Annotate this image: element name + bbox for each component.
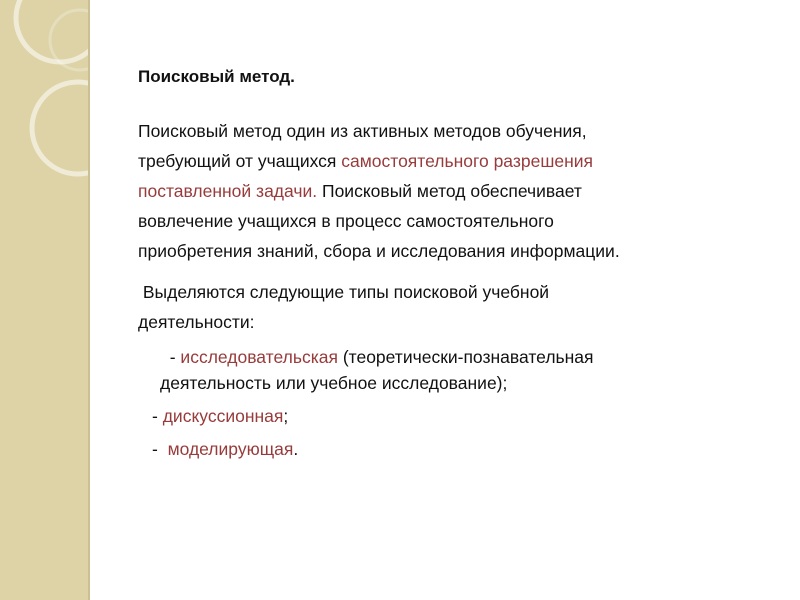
text-plain: .: [293, 439, 299, 459]
paragraph-line: [138, 146, 620, 176]
paragraph-line: деятельности:: [138, 312, 255, 332]
list-item-modeling: [152, 436, 298, 463]
highlighted-term: дискуссионная: [162, 406, 284, 426]
paragraph-types-intro: [138, 277, 549, 337]
list-bullet: -: [152, 439, 168, 459]
slide-title: Поисковый метод.: [138, 67, 295, 86]
list-item-research-continuation: деятельность или учебное исследование);: [160, 373, 508, 393]
list-item-discussion: [152, 403, 288, 430]
list-bullet: -: [152, 406, 163, 426]
list-item-research: [160, 344, 594, 371]
highlighted-term: поставленной задачи.: [138, 181, 318, 201]
paragraph-line: Поисковый метод один из активных методов обучения,: [138, 121, 587, 141]
paragraph-line: приобретения знаний, сбора и исследования информации.: [138, 241, 620, 261]
list-bullet: -: [160, 347, 181, 367]
highlighted-term: моделирующая: [167, 439, 294, 459]
paragraph-line: Выделяются следующие типы поисковой учебной: [138, 282, 550, 302]
highlighted-term: исследовательская: [180, 347, 338, 367]
paragraph-line: вовлечение учащихся в процесс самостоятельного: [138, 211, 554, 231]
highlighted-term: самостоятельного разрешения: [341, 151, 594, 171]
paragraph-line: [138, 176, 620, 206]
text-plain: Поисковый метод обеспечивает: [317, 181, 582, 201]
text-plain: ;: [283, 406, 289, 426]
text-plain: (теоретически-познавательная: [337, 347, 594, 367]
paragraph-definition: [138, 116, 620, 266]
text-plain: требующий от учащихся: [138, 151, 342, 171]
